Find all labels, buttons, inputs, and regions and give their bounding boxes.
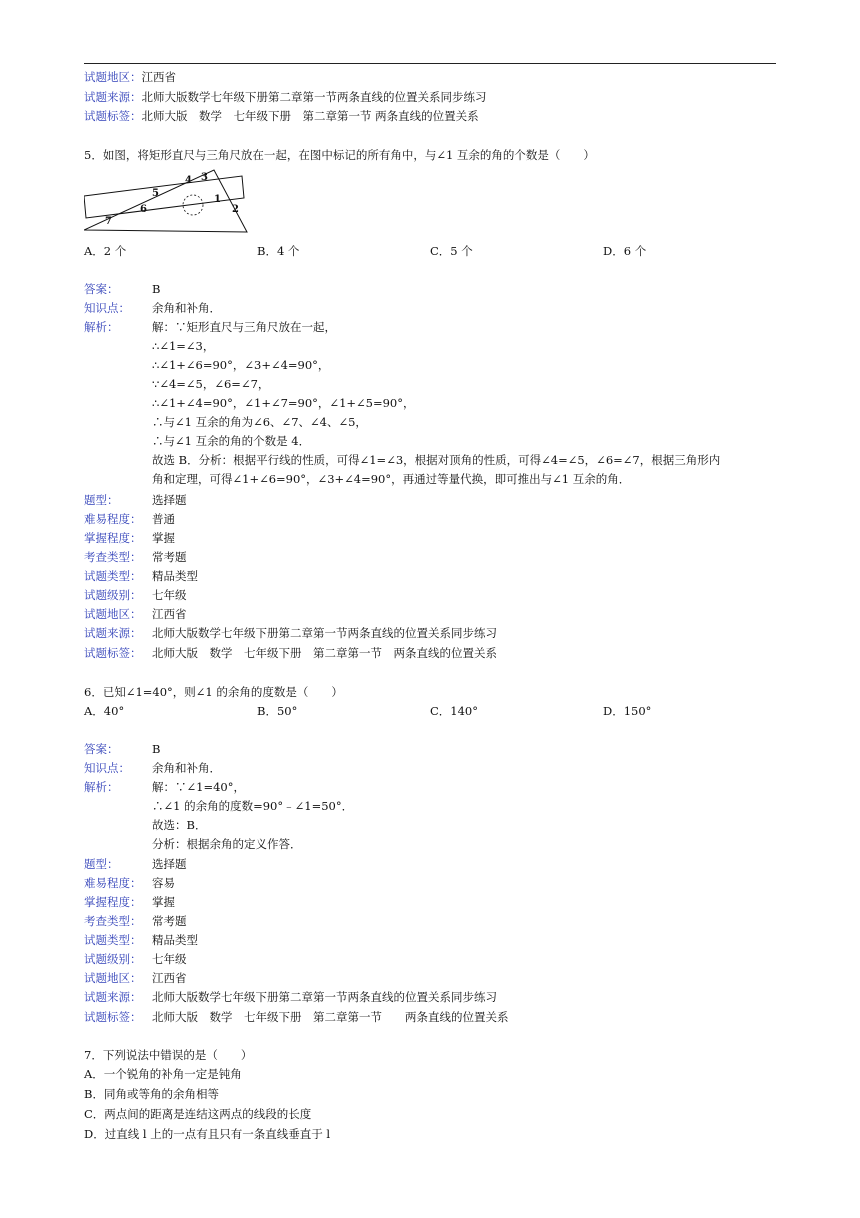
q6-answer bbox=[84, 740, 160, 758]
header-rule bbox=[84, 63, 776, 64]
meta-label: 试题标签： bbox=[84, 1010, 142, 1024]
answer-value: B bbox=[152, 742, 161, 756]
q5-option-d: D．6 个 bbox=[603, 244, 647, 258]
meta-source bbox=[84, 88, 487, 106]
meta-label: 试题来源： bbox=[84, 990, 142, 1004]
angle-label-7: 7 bbox=[105, 216, 112, 227]
q5-meta-row bbox=[84, 548, 187, 566]
q6-analysis-label-row bbox=[84, 778, 152, 796]
meta-label: 试题级别： bbox=[84, 952, 142, 966]
q5-analysis-line: 解：∵矩形直尺与三角尺放在一起， bbox=[152, 320, 336, 334]
q7-stem: 7．下列说法中错误的是（ ） bbox=[84, 1048, 253, 1062]
q5-meta-row bbox=[84, 567, 198, 585]
q5-meta-row bbox=[84, 644, 497, 662]
angle-label-1: 1 bbox=[214, 194, 221, 205]
q5-analysis-line: ∴∠1+∠4=90°，∠1+∠7=90°，∠1+∠5=90°， bbox=[152, 396, 415, 410]
meta-value: 北师大版 数学 七年级下册 第二章第一节 两条直线的位置关系 bbox=[152, 1010, 509, 1024]
q6-analysis-line: 故选：B． bbox=[152, 818, 207, 832]
q5-option-a: A．2 个 bbox=[84, 244, 127, 258]
meta-label: 考查类型： bbox=[84, 914, 142, 928]
meta-value: 北师大版 数学 七年级下册 第二章第一节 两条直线的位置关系 bbox=[141, 109, 479, 123]
q6-meta-row bbox=[84, 950, 187, 968]
q7-option-d: D．过直线 l 上的一点有且只有一条直线垂直于 l bbox=[84, 1127, 331, 1141]
angle-label-3: 3 bbox=[201, 172, 208, 183]
meta-value: 江西省 bbox=[141, 70, 176, 84]
q5-meta-row bbox=[84, 529, 175, 547]
meta-value: 北师大版数学七年级下册第二章第一节两条直线的位置关系同步练习 bbox=[152, 626, 497, 640]
angle-label-2: 2 bbox=[232, 204, 239, 215]
q6-meta-row bbox=[84, 855, 187, 873]
q5-analysis-line: ∵∠4=∠5，∠6=∠7， bbox=[152, 377, 270, 391]
q6-meta-row bbox=[84, 912, 187, 930]
meta-label: 试题级别： bbox=[84, 588, 142, 602]
q6-option-d: D．150° bbox=[603, 704, 652, 718]
q6-option-b: B．50° bbox=[257, 704, 298, 718]
meta-value: 掌握 bbox=[152, 531, 175, 545]
meta-value: 七年级 bbox=[152, 952, 187, 966]
meta-label: 考查类型： bbox=[84, 550, 142, 564]
meta-value: 江西省 bbox=[152, 971, 187, 985]
q6-meta-row bbox=[84, 874, 175, 892]
meta-value: 常考题 bbox=[152, 550, 187, 564]
meta-label: 难易程度： bbox=[84, 876, 142, 890]
meta-label: 掌握程度： bbox=[84, 531, 142, 545]
q5-analysis-line: ∴∠1=∠3， bbox=[152, 339, 215, 353]
q7-option-b: B．同角或等角的余角相等 bbox=[84, 1087, 219, 1101]
meta-value: 七年级 bbox=[152, 588, 187, 602]
q6-option-a: A．40° bbox=[84, 704, 125, 718]
meta-value: 选择题 bbox=[152, 493, 187, 507]
q5-stem: 5．如图，将矩形直尺与三角尺放在一起，在图中标记的所有角中，与∠1 互余的角的个数是（ ） bbox=[84, 148, 595, 162]
q5-analysis-line: ∴∠1+∠6=90°，∠3+∠4=90°， bbox=[152, 358, 330, 372]
meta-label: 题型： bbox=[84, 493, 119, 507]
meta-label: 题型： bbox=[84, 857, 119, 871]
q7-option-a: A．一个锐角的补角一定是钝角 bbox=[84, 1067, 242, 1081]
meta-label: 试题来源： bbox=[84, 90, 142, 104]
meta-tags bbox=[84, 107, 479, 125]
meta-value: 精品类型 bbox=[152, 933, 198, 947]
q6-meta-row bbox=[84, 931, 198, 949]
knowledge-value: 余角和补角． bbox=[152, 761, 221, 775]
meta-label: 试题地区： bbox=[84, 70, 142, 84]
document-page bbox=[84, 0, 776, 1218]
ruler-triangle-figure bbox=[84, 168, 254, 240]
q6-meta-row bbox=[84, 1008, 509, 1026]
meta-label: 掌握程度： bbox=[84, 895, 142, 909]
q5-analysis-label-row bbox=[84, 318, 152, 336]
meta-value: 北师大版数学七年级下册第二章第一节两条直线的位置关系同步练习 bbox=[141, 90, 487, 104]
meta-region bbox=[84, 68, 176, 86]
answer-label: 答案： bbox=[84, 282, 119, 296]
q6-analysis-line: 解：∵∠1=40°， bbox=[152, 780, 245, 794]
meta-value: 北师大版数学七年级下册第二章第一节两条直线的位置关系同步练习 bbox=[152, 990, 497, 1004]
meta-label: 试题地区： bbox=[84, 971, 142, 985]
q5-answer bbox=[84, 280, 160, 298]
q5-analysis-line: 角和定理，可得∠1+∠6=90°，∠3+∠4=90°，再通过等量代换，即可推出与∠1 互余的角． bbox=[152, 472, 631, 486]
angle-label-6: 6 bbox=[140, 204, 147, 215]
q5-option-c: C．5 个 bbox=[430, 244, 473, 258]
q6-meta-row bbox=[84, 893, 175, 911]
q5-meta-row bbox=[84, 510, 175, 528]
angle-label-4: 4 bbox=[185, 175, 192, 186]
meta-label: 试题类型： bbox=[84, 569, 142, 583]
knowledge-label: 知识点： bbox=[84, 761, 130, 775]
meta-value: 精品类型 bbox=[152, 569, 198, 583]
q6-analysis-line: ∴∠1 的余角的度数=90°﹣∠1=50°． bbox=[152, 799, 354, 813]
q7-option-c: C．两点间的距离是连结这两点的线段的长度 bbox=[84, 1107, 312, 1121]
meta-value: 普通 bbox=[152, 512, 175, 526]
knowledge-value: 余角和补角． bbox=[152, 301, 221, 315]
q6-analysis-line: 分析：根据余角的定义作答． bbox=[152, 837, 302, 851]
q6-meta-row bbox=[84, 988, 497, 1006]
meta-value: 选择题 bbox=[152, 857, 187, 871]
analysis-label: 解析： bbox=[84, 320, 119, 334]
meta-value: 容易 bbox=[152, 876, 175, 890]
q5-meta-row bbox=[84, 491, 187, 509]
q5-option-b: B．4 个 bbox=[257, 244, 300, 258]
q5-analysis-line: ∴与∠1 互余的角为∠6、∠7、∠4、∠5， bbox=[152, 415, 367, 429]
q5-analysis-line: ∴与∠1 互余的角的个数是 4． bbox=[152, 434, 311, 448]
q5-analysis-line: 故选 B．分析：根据平行线的性质，可得∠1=∠3，根据对顶角的性质，可得∠4=∠5，∠6=∠7，根据三角形内 bbox=[152, 453, 721, 467]
q5-meta-row bbox=[84, 586, 187, 604]
meta-label: 试题来源： bbox=[84, 626, 142, 640]
meta-label: 试题标签： bbox=[84, 109, 142, 123]
q6-stem: 6．已知∠1=40°，则∠1 的余角的度数是（ ） bbox=[84, 685, 343, 699]
q6-meta-row bbox=[84, 969, 187, 987]
answer-value: B bbox=[152, 282, 161, 296]
q5-knowledge bbox=[84, 299, 221, 317]
q6-knowledge bbox=[84, 759, 221, 777]
meta-label: 试题类型： bbox=[84, 933, 142, 947]
meta-value: 江西省 bbox=[152, 607, 187, 621]
meta-label: 试题标签： bbox=[84, 646, 142, 660]
answer-label: 答案： bbox=[84, 742, 119, 756]
q6-option-c: C．140° bbox=[430, 704, 478, 718]
knowledge-label: 知识点： bbox=[84, 301, 130, 315]
meta-value: 掌握 bbox=[152, 895, 175, 909]
angle-label-5: 5 bbox=[152, 188, 159, 199]
meta-label: 试题地区： bbox=[84, 607, 142, 621]
q5-meta-row bbox=[84, 624, 497, 642]
analysis-label: 解析： bbox=[84, 780, 119, 794]
meta-value: 北师大版 数学 七年级下册 第二章第一节 两条直线的位置关系 bbox=[152, 646, 497, 660]
meta-value: 常考题 bbox=[152, 914, 187, 928]
q5-meta-row bbox=[84, 605, 187, 623]
meta-label: 难易程度： bbox=[84, 512, 142, 526]
